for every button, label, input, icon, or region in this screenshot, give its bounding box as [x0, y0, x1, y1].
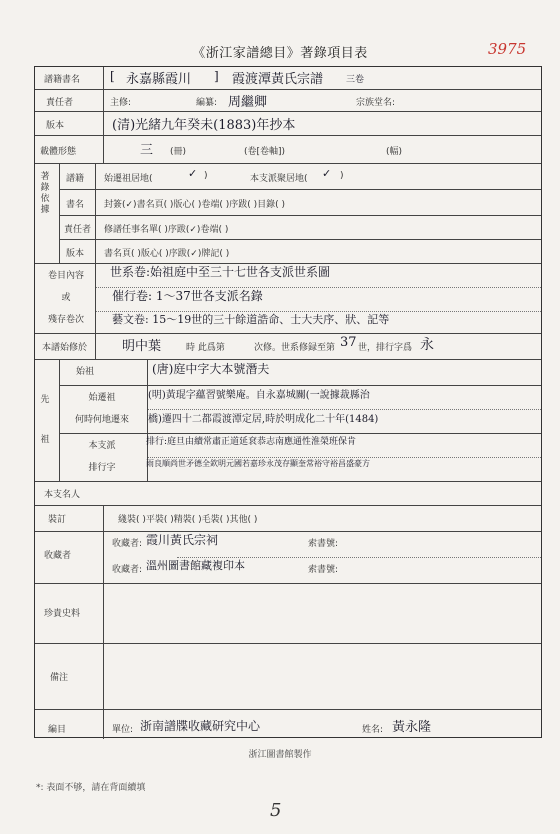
rule — [103, 505, 104, 739]
label-cataloging-basis: 著錄依據 — [40, 172, 50, 215]
bracket-close: ] — [214, 69, 219, 83]
label-remarks: 備注 — [50, 673, 69, 683]
basis-title-items: 封簽(✓)書名頁( )版心( )卷端( )序跋( )目錄( ) — [104, 200, 285, 210]
label-call-number-1: 索書號: — [308, 539, 339, 549]
bracket-open: [ — [110, 69, 115, 83]
label-contents: 卷目內容 — [47, 271, 84, 281]
basis-check-ancestor: ✓ — [188, 167, 198, 180]
migration-line-2: 橋)遷四十二都霞渡潭定居,時於明成化二十年(1484) — [148, 414, 379, 425]
footnote: *: 表面不够，請在背面續填 — [36, 783, 146, 793]
page-number: 5 — [270, 800, 282, 821]
rule — [35, 89, 541, 90]
rule — [59, 239, 541, 240]
label-clan-hall: 宗族堂名: — [356, 98, 396, 108]
first-compiled-value: 明中葉 — [122, 339, 162, 354]
label-name: 姓名: — [362, 725, 384, 735]
label-migrating-ancestor: 始遷祖 — [88, 393, 116, 403]
label-precious-material: 珍貴史料 — [44, 609, 81, 619]
basis-item-branch-end: ) — [340, 171, 344, 181]
label-sequence: 世，排行字爲 — [358, 343, 413, 353]
label-chief-editor: 主修: — [110, 98, 132, 108]
label-revision: 時 此爲第 — [186, 343, 225, 353]
label-edition: 版本 — [46, 121, 65, 131]
label-collector-name-1: 收藏者: — [112, 539, 143, 549]
book-name: 霞渡潭黃氏宗譜 — [232, 72, 324, 87]
first-ancestor-value: (唐)庭中字大本號潛夫 — [152, 362, 270, 376]
form-title: 《浙江家譜總目》著錄項目表 — [192, 46, 368, 61]
rule — [103, 67, 104, 163]
basis-item-ancestor: 始遷祖居地( — [104, 174, 153, 184]
label-ancestors: 先祖 — [40, 395, 50, 445]
volume-count: 三 — [140, 143, 154, 158]
label-binding: 裝訂 — [48, 515, 67, 525]
label-generation-chars: 排行字 — [88, 463, 116, 473]
label-basis-edition: 版本 — [66, 249, 85, 259]
rule — [59, 163, 60, 263]
label-notables: 本支名人 — [44, 490, 81, 500]
compiler-value: 周繼卿 — [228, 95, 268, 110]
sequence-value: 永 — [420, 337, 434, 353]
label-generation: 次修。世系修録至第 — [254, 343, 336, 353]
rule — [35, 481, 541, 482]
rule — [35, 709, 541, 710]
rule — [35, 111, 541, 112]
book-place: 永嘉縣霞川 — [126, 72, 192, 87]
contents-line-2: 催行卷: 1～37世各支派名錄 — [112, 289, 263, 303]
edition-value: (清)光緒九年癸未(1883)年抄本 — [112, 118, 296, 133]
binding-items: 綫裝( )平裝( )精裝( )毛裝( )其他( ) — [118, 515, 258, 525]
rule — [59, 189, 541, 190]
basis-responsible-items: 修譜任事名單( )序跋(✓)卷端( ) — [104, 225, 229, 235]
label-basis-genealogy: 譜籍 — [66, 174, 85, 184]
made-by: 浙江圖書館製作 — [248, 750, 312, 760]
rule — [35, 505, 541, 506]
rule — [35, 359, 541, 360]
rule — [95, 163, 96, 359]
label-unit: 單位: — [112, 725, 134, 735]
basis-check-branch: ✓ — [322, 167, 332, 180]
collector-name-2: 溫州圖書館藏複印本 — [146, 559, 245, 572]
rule — [59, 215, 541, 216]
label-carrier: 載體形態 — [40, 147, 77, 157]
label-branch: 本支派 — [88, 441, 116, 451]
rule — [35, 531, 541, 532]
unit-fu: (幅) — [386, 147, 403, 157]
label-responsible: 責任者 — [46, 98, 74, 108]
catalog-number: 3975 — [488, 40, 527, 58]
rule — [35, 333, 541, 334]
basis-item-branch: 本支派聚居地( — [250, 174, 308, 184]
label-first-compiled: 本譜始修於 — [42, 343, 88, 353]
label-migration-when-where: 何時何地遷來 — [74, 415, 129, 425]
basis-item-ancestor-end: ) — [204, 171, 208, 181]
label-basis-title: 書名 — [66, 200, 85, 210]
label-collector-name-2: 收藏者: — [112, 565, 143, 575]
label-first-ancestor: 始祖 — [76, 367, 95, 377]
basis-edition-items: 書名頁( )版心( )序跋(✓)牌記( ) — [104, 249, 230, 259]
generation-chars-line-1: 排行:庭旦由續常肅正道延袞恭志南應通性淮榮班保肯 — [146, 437, 357, 447]
unit-value: 浙南譜牒收藏研究中心 — [140, 719, 261, 733]
rule — [35, 583, 541, 584]
unit-ce: (冊) — [170, 147, 187, 157]
unit-juan: (卷[卷軸]) — [244, 147, 286, 157]
label-remaining: 殘存卷次 — [47, 315, 84, 325]
rule — [35, 135, 541, 136]
migration-line-1: (明)黃琨字蘊習號樂庵。自永嘉城關(一說據裁縣治 — [148, 390, 370, 401]
label-cataloger: 編目 — [48, 725, 67, 735]
contents-line-1: 世系卷:始祖庭中至三十七世各支派世系圖 — [110, 265, 331, 279]
rule — [35, 643, 541, 644]
book-volumes: 三卷 — [346, 75, 365, 85]
label-contents-or: 或 — [61, 293, 71, 303]
label-call-number-2: 索書號: — [308, 565, 339, 575]
rule — [35, 163, 541, 164]
label-compiler: 編纂: — [196, 98, 218, 108]
generation-chars-line-2: 雨良順尚世矛德全欽明元國若嘉珍永茂存顯奎常裕守裕昌盛豪方 — [146, 459, 370, 468]
collector-name-1: 霞川黃氏宗祠 — [146, 533, 219, 547]
label-collector: 收藏者 — [44, 551, 72, 561]
contents-line-3: 藝文卷: 15～19世的三十餘道誥命、士大夫序、狀、記等 — [112, 313, 390, 326]
label-book-title: 譜籍書名 — [44, 75, 81, 85]
label-basis-responsible: 責任者 — [64, 225, 92, 235]
name-value: 黃永隆 — [392, 720, 432, 735]
generation-value: 37 — [340, 335, 357, 350]
